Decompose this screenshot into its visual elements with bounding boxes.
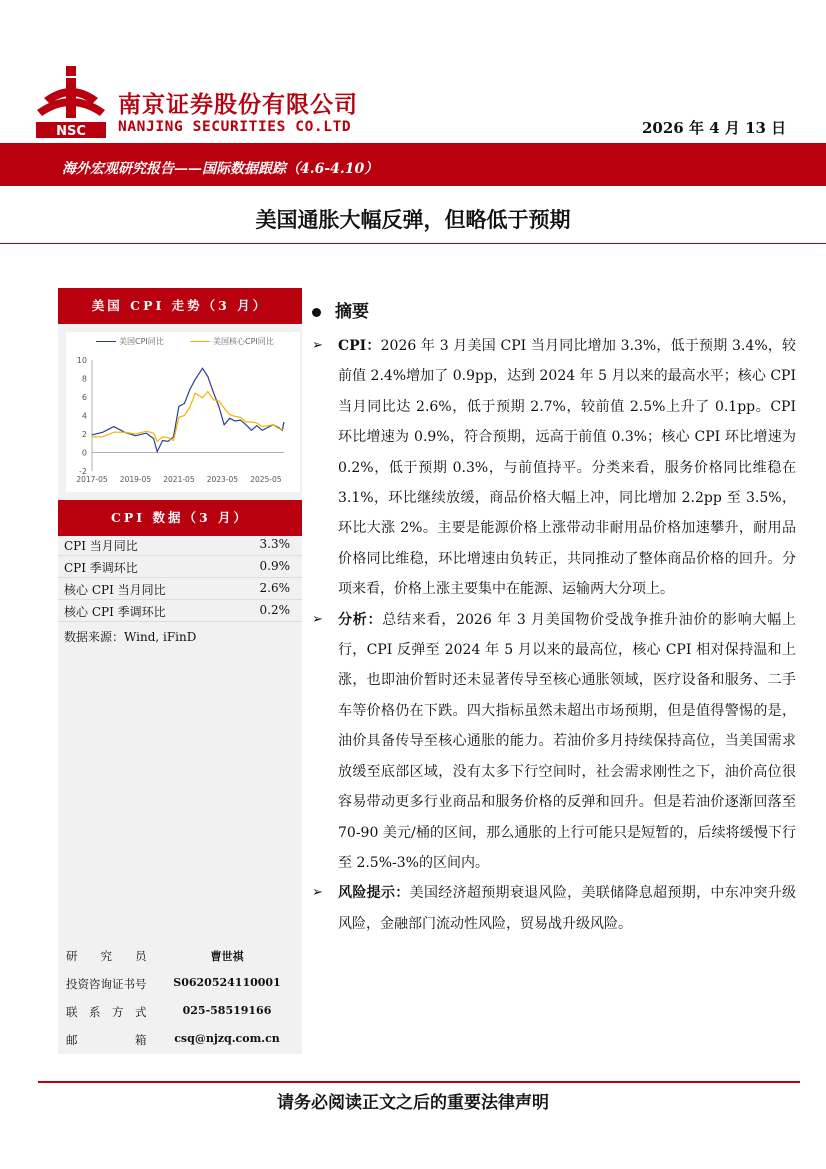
row-value: 0.2% <box>259 603 290 617</box>
cpi-chart <box>66 332 300 492</box>
y-tick-label: 2 <box>81 430 87 439</box>
analyst-name: 曹世祺 <box>210 950 244 963</box>
data-source: 数据来源：Wind, iFinD <box>64 630 197 644</box>
row-label: CPI 当月同比 <box>64 539 138 553</box>
row-value: 3.3% <box>259 537 290 551</box>
arrow-bullet-icon: ➢ <box>312 611 323 627</box>
x-tick-label: 2021-05 <box>163 475 195 484</box>
bullet-icon <box>312 308 321 317</box>
table-row <box>58 600 302 622</box>
point-text: 2026 年 3 月美国 CPI 当月同比增加 3.3%，低于预期 3.4%，较前值 2.4%增加了 0.9pp，达到 2024 年 5 月以来的最高水平；核心 CPI 当月同比达 2.6%，低于预期 2.7%，较前值 2.5%上升了 0.1pp。CPI 环比增速为 0.9%，符合预期，远高于前值 0.3%；核心 CPI 环比增速为 0.2%，低于预期 0.3%，与前值持平。分类来看，服务价格同比维稳在 3.1%，环比继续放缓，商品价格大幅上冲，同比增加 2.2pp 至 3.5%，环比大涨 2%。主要是能源价格上涨带动非耐用品价格加速攀升，耐用品价格同比维稳，环比增速由负转正，共同推动了整体商品价格的回升。分项来看，价格上涨主要集中在能源、运输两大分项上。 <box>338 338 797 598</box>
legend-cpi-label: 美国CPI同比 <box>119 337 164 346</box>
summary-content <box>312 331 796 939</box>
y-tick-label: 6 <box>81 393 87 402</box>
legal-disclaimer: 请务必阅读正文之后的重要法律声明 <box>277 1093 549 1113</box>
y-tick-label: 0 <box>81 448 87 458</box>
point-text: 美国经济超预期衰退风险，美联储降息超预期，中东冲突升级风险，金融部门流动性风险，贸易战升级风险。 <box>338 885 797 932</box>
contact-label: 研 究 员 <box>66 949 147 963</box>
contact-label: 联 系 方 式 <box>66 1005 147 1019</box>
arrow-bullet-icon: ➢ <box>312 338 323 353</box>
table-row <box>58 534 302 556</box>
y-tick-label: 8 <box>81 374 87 384</box>
chart-title: 美国 CPI 走势（3 月） <box>58 288 302 324</box>
series-title: 海外宏观研究报告——国际数据跟踪（4.6-4.10） <box>62 161 379 177</box>
summary-heading <box>312 297 369 322</box>
summary-point-cpi <box>312 331 796 605</box>
arrow-bullet-icon: ➢ <box>312 885 323 901</box>
core-cpi-series-line <box>92 392 284 442</box>
y-tick-label: 10 <box>76 356 87 365</box>
contact-label: 邮 箱 <box>66 1033 147 1047</box>
row-value: 2.6% <box>259 581 290 595</box>
company-logo <box>34 64 108 138</box>
summary-point-risk <box>312 878 796 939</box>
row-value: 0.9% <box>259 559 290 573</box>
contact-row <box>58 944 302 972</box>
summary-point-analysis <box>312 605 796 879</box>
page-title: 美国通胀大幅反弹，但略低于预期 <box>255 207 571 232</box>
contact-row <box>58 1000 302 1028</box>
point-label: 分析： <box>338 611 383 628</box>
y-tick-label: -2 <box>79 467 87 476</box>
sidebar-panel <box>58 288 302 1054</box>
y-tick-label: 4 <box>81 411 87 421</box>
x-tick-label: 2019-05 <box>119 475 152 484</box>
company-name-cn: 南京证券股份有限公司 <box>118 92 358 118</box>
company-name-en: NANJING SECURITIES CO.LTD <box>118 119 352 135</box>
cpi-data-table <box>58 534 302 622</box>
logo-text: NSC <box>56 124 86 138</box>
point-text: 总结来看，2026 年 3 月美国物价受战争推升油价的影响大幅上行，CPI 反弹至 2024 年 5 月以来的最高位，核心 CPI 相对保持温和上涨，也即油价暂时还未显著传导至核心通胀领域，医疗设备和服务、二手车等价格仍在下跌。四大指标虽然未超出市场预期，但是值得警惕的是，油价具备传导至核心通胀的能力。若油价多月持续保持高位，当美国需求放缓至底部区域，没有太多下行空间时，社会需求刚性之下，油价高位很容易带动更多行业商品和服务价格的反弹和回升。但是若油价逐渐回落至 70-90 美元/桶的区间，那么通胀的上行可能只是短暂的，后续将缓慢下行至 2.5%-3%的区间内。 <box>338 611 797 871</box>
contact-label: 投资咨询证书号 <box>66 977 147 991</box>
license-number: S0620524110001 <box>173 976 281 989</box>
contact-row <box>58 972 302 1000</box>
contact-row <box>58 1028 302 1056</box>
report-date: 2026 年 4 月 13 日 <box>642 119 787 137</box>
row-label: 核心 CPI 季调环比 <box>64 605 166 619</box>
phone-number: 025-58519166 <box>182 1004 272 1017</box>
table-title: CPI 数据（3 月） <box>58 500 302 536</box>
point-label: CPI： <box>338 338 381 354</box>
x-tick-label: 2023-05 <box>206 475 239 484</box>
title-divider <box>0 243 826 244</box>
x-tick-label: 2017-05 <box>76 475 108 484</box>
chart-plot <box>66 332 300 492</box>
footer-divider <box>38 1081 800 1083</box>
point-label: 风险提示： <box>338 885 410 902</box>
x-tick-label: 2025-05 <box>250 475 282 484</box>
summary-heading-text: 摘要 <box>335 302 369 322</box>
row-label: CPI 季调环比 <box>64 561 138 575</box>
row-label: 核心 CPI 当月同比 <box>64 583 166 597</box>
legend-core-label: 美国核心CPI同比 <box>213 337 274 346</box>
analyst-contact <box>58 944 302 1056</box>
email-link[interactable]: csq@njzq.com.cn <box>174 1032 280 1045</box>
table-row <box>58 556 302 578</box>
table-row <box>58 578 302 600</box>
